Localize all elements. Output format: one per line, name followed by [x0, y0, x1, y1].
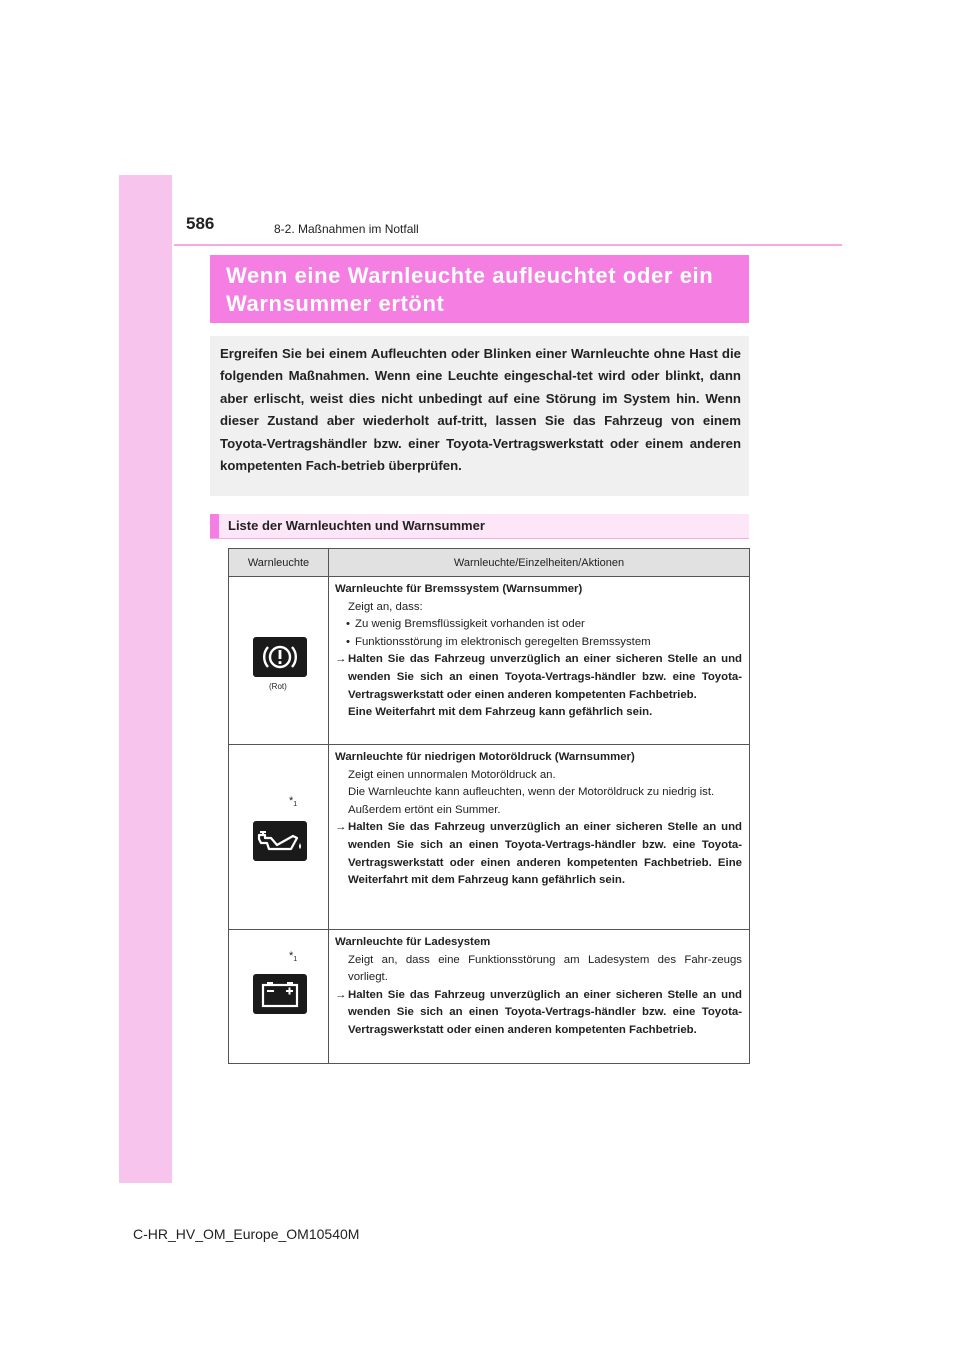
bullet-item: • Funktionsstörung im elektronisch geregelten Bremssystem: [335, 634, 742, 652]
icon-cell: [229, 930, 329, 1064]
description-line: Zeigt einen unnormalen Motoröldruck an.: [348, 768, 556, 781]
icon-cell: [229, 745, 329, 930]
oil-pressure-icon: [253, 821, 307, 861]
light-title: Warnleuchte für Bremssystem (Warnsummer): [335, 583, 583, 595]
details-cell: [329, 577, 750, 745]
brake-warning-icon: [253, 637, 307, 677]
column-header-details: Warnleuchte/Einzelheiten/Aktionen: [329, 549, 750, 577]
document-footer: C-HR_HV_OM_Europe_OM10540M: [133, 1226, 360, 1242]
light-title: Warnleuchte für Ladesystem: [335, 936, 491, 948]
table-row: [229, 577, 750, 745]
icon-cell: [229, 577, 329, 745]
action-warning: Eine Weiterfahrt mit dem Fahrzeug kann gefährlich sein.: [348, 706, 653, 719]
table-header-row: [229, 549, 750, 577]
arrow-icon: →: [335, 653, 347, 666]
header-divider: [174, 244, 842, 246]
bullet-item: • Zu wenig Bremsflüssigkeit vorhanden ist oder: [335, 616, 742, 634]
list-heading-accent: [210, 514, 219, 538]
arrow-icon: →: [335, 988, 347, 1001]
list-heading: Liste der Warnleuchten und Warnsummer: [228, 518, 485, 533]
page-title: Wenn eine Warnleuchte aufleuchtet oder ein Warnsummer ertönt: [226, 263, 714, 316]
table-row: [229, 745, 750, 930]
light-title: Warnleuchte für niedrigen Motoröldruck (Warnsummer): [335, 751, 635, 763]
title-banner: [210, 255, 749, 323]
battery-charge-icon: [253, 974, 307, 1014]
arrow-icon: →: [335, 821, 347, 834]
action-line: Halten Sie das Fahrzeug unverzüglich an einer sicheren Stelle an und wenden Sie sich an einen Toyota-Vertrags-händler bzw. eine Toyota-Vertragswerkstatt oder einen anderen kompetenten Fachbetrieb.: [348, 988, 742, 1036]
warning-light-table: [228, 548, 750, 1064]
details-cell: [329, 930, 750, 1064]
table-row: [229, 930, 750, 1064]
footnote-marker: $*_1$: [289, 950, 298, 963]
description-line: Die Warnleuchte kann aufleuchten, wenn der Motoröldruck zu niedrig ist.: [348, 786, 715, 799]
action-text: [335, 819, 742, 889]
description-line: Zeigt an, dass eine Funktionsstörung am Ladesystem des Fahr-zeugs vorliegt.: [348, 953, 742, 984]
icon-caption: (Rot): [269, 682, 287, 691]
description-line: Außerdem ertönt ein Summer.: [348, 803, 501, 816]
action-text: [335, 987, 742, 1040]
page-number: 586: [186, 214, 215, 233]
side-tab-strip: [119, 175, 172, 1183]
action-line: Halten Sie das Fahrzeug unverzüglich an einer sicheren Stelle an und wenden Sie sich an einen Toyota-Vertrags-händler bzw. eine Toyota-Vertragswerkstatt oder einen anderen kompetenten Fachbetrieb.: [348, 653, 742, 701]
list-heading-divider: [210, 538, 749, 539]
intro-text: Ergreifen Sie bei einem Aufleuchten oder Blinken einer Warnleuchte ohne Hast die folgenden Maßnahmen. Wenn eine Leuchte eingeschal-tet wird oder blinkt, dann aber erlischt, weist dies nicht unbedingt auf eine Störung im System hin. Wenn dieser Zustand aber wiederholt auf-tritt, lassen Sie das Fahrzeug von einem Toyota-Vertragshändler bzw. einer Toyota-Vertragswerkstatt oder einem anderen kompetenten Fach-betrieb überprüfen.: [220, 346, 741, 474]
section-header: 8-2. Maßnahmen im Notfall: [274, 222, 419, 236]
action-text: [335, 651, 742, 704]
footnote-marker: $*_1$: [289, 795, 298, 808]
description-line: Zeigt an, dass:: [348, 600, 423, 613]
intro-box: [210, 336, 749, 496]
list-heading-bar: [210, 514, 749, 538]
action-line: Halten Sie das Fahrzeug unverzüglich an einer sicheren Stelle an und wenden Sie sich an einen Toyota-Vertrags-händler bzw. eine Toyota-Vertragswerkstatt oder einen anderen kompetenten Fachbetrieb. Eine Weiterfahrt mit dem Fahrzeug kann gefährlich sein.: [348, 821, 742, 887]
column-header-warning-light: Warnleuchte: [229, 549, 329, 577]
details-cell: [329, 745, 750, 930]
